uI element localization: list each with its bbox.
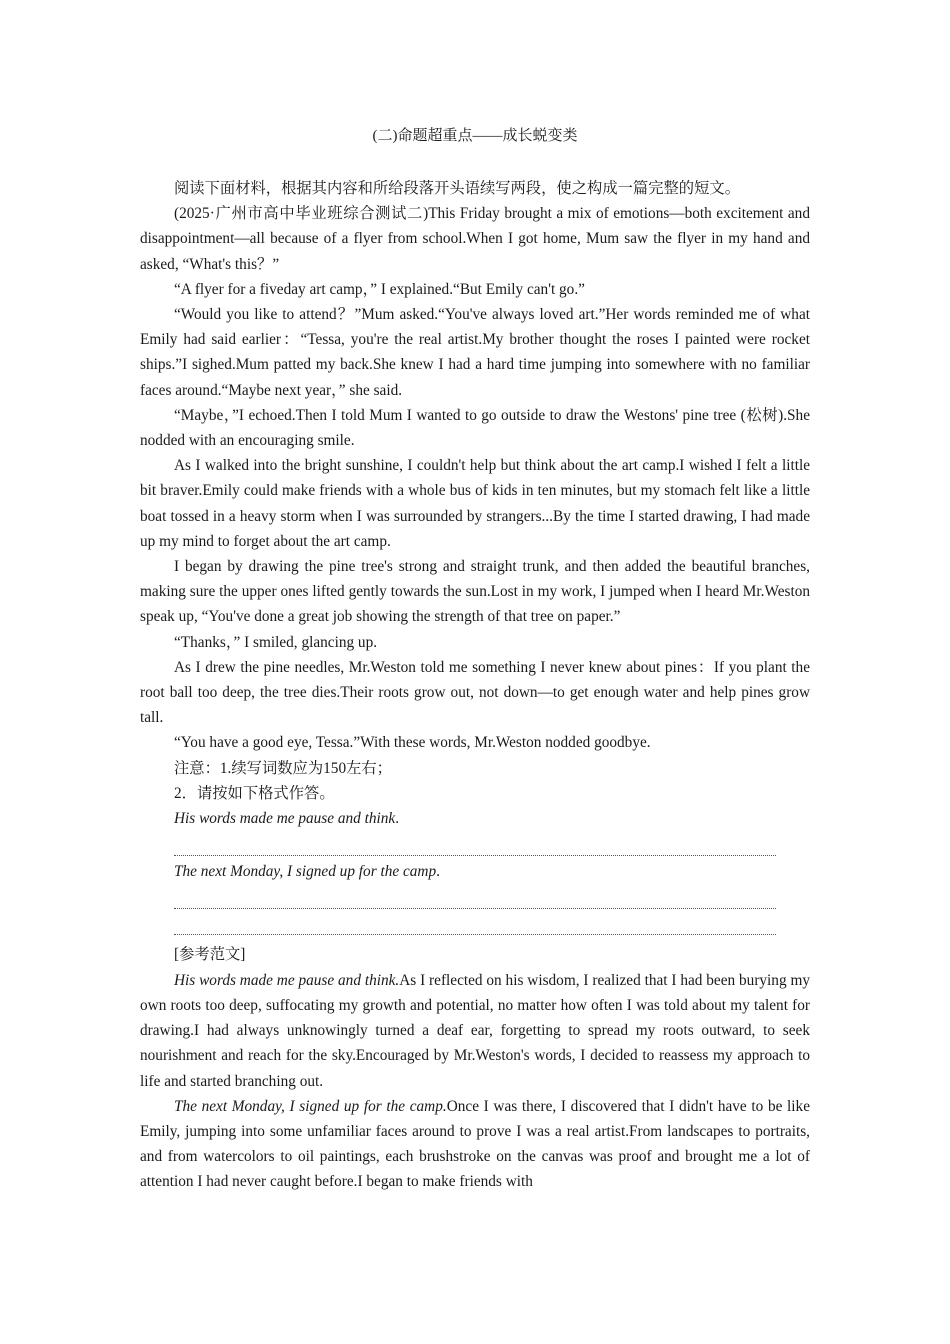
reference-body-1: As I reflected on his wisdom, I realized that I had been burying my own roots too deep, suffocating my growth and potential, no matter how often I was told about my talent for drawing.I had always unknowingly turned a deaf ear, forgetting to spread my roots outward, to seek nourishment and reach for the sky.Encouraged by Mr.Weston's words, I decided to reassess my approach to life and started branching out. bbox=[140, 971, 811, 1090]
instruction: 阅读下面材料，根据其内容和所给段落开头语续写两段，使之构成一篇完整的短文。 bbox=[174, 180, 740, 197]
passage-paragraph-4: “Maybe，”I echoed.Then I told Mum I wanted to go outside to draw the Westons' pine tree (松树).She nodded with an encouraging smile. bbox=[140, 406, 810, 450]
note-line-2: 2．请按如下格式作答。 bbox=[174, 784, 335, 802]
reference-paragraph-1 bbox=[140, 968, 810, 1094]
reference-lead-1: His words made me pause and think. bbox=[174, 971, 400, 989]
reference-body-2: Once I was there, I discovered that I didn't have to be like Emily, jumping into some unfamiliar faces around to prove I was a real artist.From landscapes to portraits, and from watercolors to oil paintings, each brushstroke on the canvas was proof and brought me a lot of attention I had never caught before.I began to make friends with bbox=[140, 1097, 810, 1191]
passage-paragraph-2: “A flyer for a fiveday art camp，” I explained.“But Emily can't go.” bbox=[174, 280, 585, 298]
prompt-2-period: . bbox=[436, 863, 440, 881]
passage-paragraph-7: “Thanks，” I smiled, glancing up. bbox=[174, 633, 378, 651]
reference-paragraph-2 bbox=[140, 1094, 810, 1195]
page-title: (二)命题超重点——成长蜕变类 bbox=[372, 128, 578, 144]
prompt-1-text: His words made me pause and think bbox=[174, 810, 396, 828]
prompt-1 bbox=[140, 806, 810, 831]
answer-line-1[interactable] bbox=[174, 831, 776, 856]
note-line-1: 注意：1.续写词数应为150左右； bbox=[174, 759, 392, 777]
prompt-2-text: The next Monday, I signed up for the camp bbox=[174, 863, 437, 881]
reference-lead-2: The next Monday, I signed up for the camp. bbox=[174, 1097, 447, 1115]
document-body bbox=[140, 176, 810, 1195]
source-name: 广州市高中毕业班综合测试二 bbox=[214, 205, 424, 223]
prompt-2 bbox=[140, 859, 810, 884]
answer-line-3[interactable] bbox=[174, 912, 776, 935]
answer-line-2[interactable] bbox=[174, 884, 776, 909]
passage-text-1: This Friday brought a mix of emotions—both excitement and disappointment—all because of a flyer from school.When I got home, Mum saw the flyer in my hand and asked, “What's this？” bbox=[140, 205, 810, 273]
source-prefix: (2025· bbox=[174, 205, 215, 223]
source-suffix: ) bbox=[423, 205, 429, 223]
passage-paragraph-8: As I drew the pine needles, Mr.Weston told me something I never knew about pines：If you plant the root ball too deep, the tree dies.Their roots grow out, not down—to get enough water and help pines grow tall. bbox=[140, 658, 810, 727]
prompt-1-period: . bbox=[395, 810, 400, 828]
passage-paragraph-1 bbox=[140, 201, 810, 277]
reference-heading: [参考范文] bbox=[174, 946, 246, 964]
passage-paragraph-3: “Would you like to attend？”Mum asked.“You've always loved art.”Her words reminded me of what Emily had said earlier：“Tessa, you're the real artist.My brother thought the roses I painted were rocket ships.”I sighed.Mum patted my back.She knew I had a hard time jumping into somewhere with no familiar faces around.“Maybe next year，” she said. bbox=[140, 306, 810, 399]
passage-paragraph-5: As I walked into the bright sunshine, I couldn't help but think about the art camp.I wished I felt a little bit braver.Emily could make friends with a whole bus of kids in ten minutes, but my stomach felt like a little boat tossed in a heavy storm when I was surrounded by strangers...By the time I started drawing, I had made up my mind to forget about the art camp. bbox=[140, 457, 810, 550]
passage-paragraph-9: “You have a good eye, Tessa.”With these words, Mr.Weston nodded goodbye. bbox=[174, 734, 651, 752]
passage-paragraph-6: I began by drawing the pine tree's strong and straight trunk, and then added the beautiful branches, making sure the upper ones lifted gently towards the sun.Lost in my work, I jumped when I heard Mr.Weston speak up, “You've done a great job showing the strength of that tree on paper.” bbox=[140, 558, 810, 626]
